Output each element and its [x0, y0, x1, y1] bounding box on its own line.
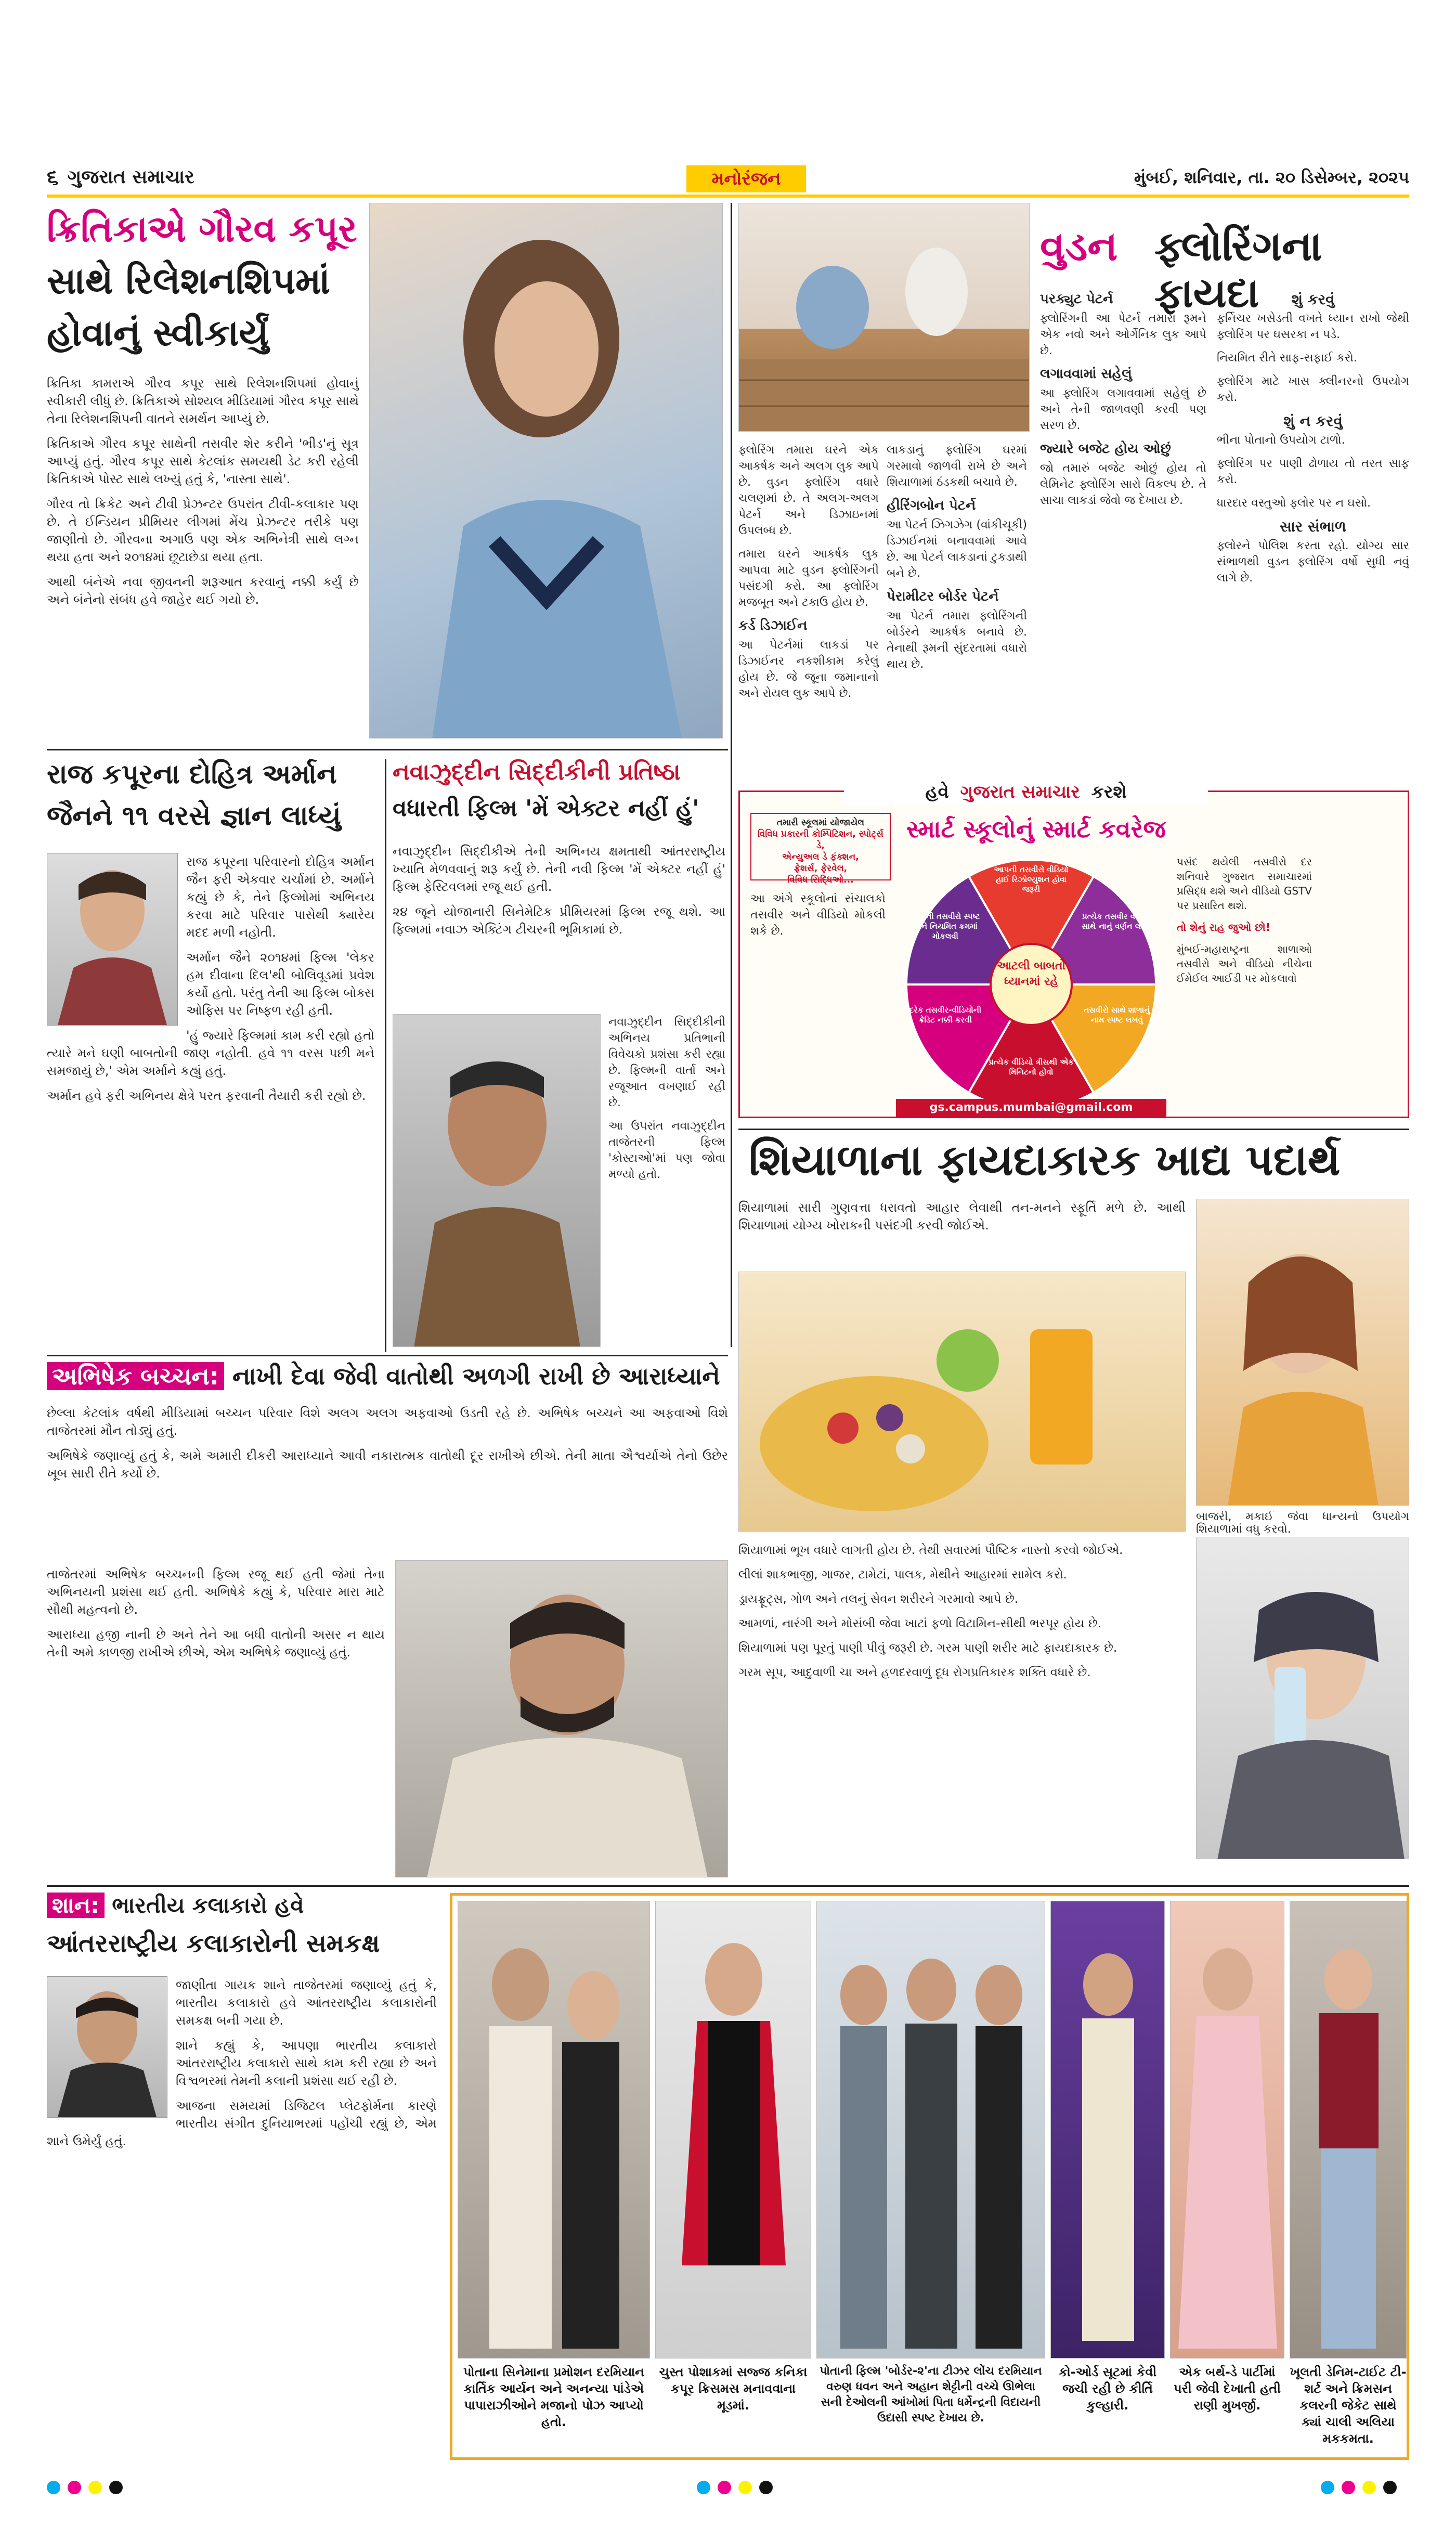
flooring-sub-3-body: આ પેટર્ન તમારા ફ્લોરિંગની બોર્ડરને આકર્ષક બનાવે છે. તેનાથી રૂમની સુંદરતામાં વધારો થાય છે. [887, 610, 1027, 671]
flooring-col-3 [1040, 286, 1206, 780]
page-number: ૬ [47, 165, 59, 189]
kritika-article [47, 203, 723, 744]
shaan-photo [47, 1976, 167, 2118]
registration-marks-left [47, 2481, 130, 2496]
nawaz-headline-1: નવાઝુદ્દીન સિદ્દીકીની પ્રતિષ્ઠા [393, 759, 681, 785]
gstv-banner-suffix: કરશે [1091, 782, 1127, 802]
winter-bullet: આમળાં, નારંગી અને મોસંબી જેવા ખાટાં ફળો વિટામિન-સીથી ભરપૂર હોય છે. [738, 1617, 1101, 1630]
flooring-list-item: ફ્લોરિંગ માટે ખાસ ક્લીનરનો ઉપયોગ કરો. [1217, 375, 1409, 404]
gallery-caption: પોતાના સિનેમાના પ્રમોશન દરમિયાન કાર્તિક આર્યન અને અનન્યા પાંડેએ પાપારાઝીઓને મજાનો પોઝ આપ્યો હતો. [463, 2365, 645, 2429]
gstv-right-para: પસંદ થયેલી તસવીરો દર શનિવારે ગુજરાત સમાચારમાં પ્રસિદ્ધ થશે અને વીડિયો GSTV પર પ્રસારિત થશે. [1177, 856, 1312, 912]
abhishek-para: આરાધ્યા હજી નાની છે અને તેને આ બધી વાતોની અસર ન થાય તેની અમે કાળજી રાખીએ છીએ, એમ અભિષેકે જણાવ્યું હતું. [47, 1627, 385, 1660]
winter-bullet: શિયાળામાં ભૂખ વધારે લાગતી હોય છે. તેથી સવારમાં પૌષ્ટિક નાસ્તો કરવો જોઈએ. [738, 1544, 1123, 1557]
kritika-para: ક્રિતિકા કામરાએ ગૌરવ કપૂર સાથે રિલેશનશિપમાં હોવાનું સ્વીકારી લીધું છે. ક્રિતિકાએ સોશ્યલ મીડિયામાં ગૌરવ કપૂર સાથે તેના રિલેશનશિપની વાતને સમર્થન આપ્યું છે. [47, 376, 359, 426]
shaan-headline-1 [47, 1893, 304, 1918]
shaan-headline-rest: ભારતીય કલાકારો હવે [112, 1893, 304, 1918]
flooring-list-item: ફ્લોરિંગ પર પાણી ઢોળાય તો તરત સાફ કરો. [1217, 457, 1409, 486]
winter-bowl-photo [738, 1272, 1186, 1532]
flooring-col-1 [738, 442, 879, 780]
winter-headline: શિયાળાના ફાયદાકારક ખાદ્ય પદાર્થ [749, 1136, 1341, 1185]
gstv-banner-brand: ગુજરાત સમાચાર [960, 782, 1080, 802]
winter-col-1 [738, 1542, 1186, 1854]
abhishek-photo [395, 1560, 728, 1877]
gallery-caption: ખૂલતી ડેનિમ-ટાઈટ ટી-શર્ટ અને ક્રિમસન કલરની જેકેટ સાથે ક્યાં ચાલી અલિયા મકકમતા. [1290, 2365, 1407, 2446]
page-header [47, 165, 1409, 192]
winter-honey-photo [1196, 1199, 1409, 1506]
gstv-left-box-item: વિવિધ પ્રકારની કોમ્પિટિશન, સ્પોર્ટ્સ ડે, [757, 829, 884, 851]
gstv-email[interactable]: gs.campus.mumbai@gmail.com [929, 1101, 1133, 1114]
nawaz-photo-figure [393, 1015, 601, 1347]
flooring-list-item: ભીના પોતાનો ઉપયોગ ટાળો. [1217, 434, 1345, 447]
shaan-body [47, 1976, 437, 2455]
flooring-sub-1: કર્ડ ડિઝાઈન [738, 618, 808, 633]
winter-water-photo [1196, 1537, 1409, 1859]
gstv-right-highlight: તો શેનું રાહ જુઓ છો! [1177, 921, 1270, 934]
column-divider [385, 759, 386, 1352]
gstv-left-box-item: ફ્રેશર્સ, ફેરવેલ, [794, 863, 848, 874]
nawaz-para: નવાઝુદ્દીન સિદ્દીકીએ તેની અભિનય ક્ષમતાથી આંતરરાષ્ટ્રીય ખ્યાતિ મેળવવાનું શરૂ કર્યું છે. તેની નવી ફિલ્મ 'મેં એક્ટર નહીં હું' ફિલ્મ ફેસ્ટિવલમાં રજૂ થઈ હતી. [393, 844, 725, 894]
gstv-segment-labels [896, 854, 1166, 1115]
gstv-box [738, 782, 1409, 1118]
gallery-photo [1050, 1901, 1165, 2358]
registration-dot [759, 2481, 773, 2494]
registration-dot [68, 2481, 81, 2494]
gallery-photo-figure [817, 1901, 1045, 2358]
gstv-right-body [1177, 854, 1312, 1094]
flooring-sub-4: પરક્યુટ પેટર્ન [1040, 291, 1113, 307]
gstv-segment-label: દરેક તસવીર-વીડિયોની ક્રેડિટ નક્કી કરવી [909, 1005, 982, 1025]
gstv-right-footer: મુંબઈ-મહારાષ્ટ્રના શાળાઓ તસવીરો અને વીડિયો નીચેના ઈમેઈલ આઈડી પર મોકલાવો [1177, 943, 1312, 984]
gstv-banner [844, 779, 1208, 806]
gallery-caption: ચુસ્ત પોશાકમાં સજ્જ કનિકા કપૂર ક્રિસમસ મનાવવાના મૂડમાં. [659, 2365, 808, 2413]
row-divider [47, 1355, 728, 1356]
flooring-para: ફ્લોરિંગ તમારા ઘરને એક આકર્ષક અને અલગ લુક આપે છે. વુડન ફ્લોરિંગ વધારે ચલણમાં છે. તે અલગ-અલગ પેટર્ન અને ડિઝાઇનમાં ઉપલબ્ધ છે. [738, 444, 879, 537]
armaan-article [47, 759, 380, 1357]
flooring-col-2 [887, 442, 1027, 780]
gstv-left-box-title: તમારી સ્કૂલમાં યોજાયેલ [776, 818, 865, 828]
flooring-list-item: ધારદાર વસ્તુઓ ફ્લોર પર ન ઘસો. [1217, 497, 1371, 510]
gallery-photo [655, 1901, 811, 2358]
flooring-photo [738, 203, 1030, 432]
armaan-photo-figure [47, 853, 177, 1025]
row-divider [738, 1129, 1409, 1130]
gallery-caption: એક બર્થ-ડે પાર્ટીમાં પરી જેવી દેખાતી હતી રાણી મુખર્જી. [1173, 2365, 1281, 2413]
registration-dot [1362, 2481, 1376, 2494]
flooring-sub-5: લગાવવામાં સહેલું [1040, 366, 1132, 382]
winter-article [738, 1136, 1409, 1862]
registration-dot [109, 2481, 123, 2494]
abhishek-headline-rest: નાખી દેવા જેવી વાતોથી અળગી રાખી છે આરાધ્યાને [232, 1362, 720, 1390]
armaan-para: અર્માન હવે ફરી અભિનય ક્ષેત્રે પરત ફરવાની તૈયારી કરી રહ્યો છે. [47, 1088, 366, 1103]
kritika-para: ગૌરવ તો ક્રિકેટ અને ટીવી પ્રેઝન્ટર ઉપરાંત ટીવી-કલાકાર પણ છે. તે ઈન્ડિયન પ્રીમિયર લીગમાં મેંચ પ્રેઝન્ટર તરીકે પણ જાણીતો છે. ગૌરવના અગાઉ પણ એક અભિનેત્રી સાથે લગ્ન થયા હતા અને ૨૦૧૪માં છૂટાછેડા થયા હતા. [47, 497, 359, 564]
nawaz-article [393, 759, 725, 1357]
flooring-sub-6: જ્યારે બજેટ હોય ઓછું [1040, 441, 1171, 457]
flooring-photo-figure [739, 203, 1030, 432]
armaan-photo [47, 853, 178, 1026]
nawaz-para: ૨૪ જૂને યોજાનારી સિનેમેટિક પ્રીમિયરમાં ફિલ્મ રજૂ થશે. આ ફિલ્મમાં નવાઝ એક્ટિંગ ટીચરની ભૂમિકામાં છે. [393, 904, 725, 937]
gallery-item [816, 1901, 1045, 2457]
header-rule [47, 195, 1409, 198]
shaan-photo-figure [47, 1977, 167, 2117]
gstv-left-body: આ અંગે સ્કૂલોનાં સંચાલકો તસવીર અને વીડિયો મોકલી શકે છે. [750, 892, 886, 938]
abhishek-para: છેલ્લા કેટલાંક વર્ષથી મીડિયામાં બચ્ચન પરિવાર વિશે અલગ અલગ અફવાઓ ઉડતી રહે છે. અભિષેક બચ્ચને આ અફવાઓ વિશે તાજેતરમાં મૌન તોડ્યું હતું. [47, 1406, 728, 1438]
flooring-article [738, 203, 1409, 785]
armaan-body [47, 853, 374, 1352]
kritika-body [47, 374, 359, 738]
flooring-sub-2: હીરિંગબોન પેટર્ન [887, 498, 976, 513]
abhishek-headline [47, 1363, 720, 1390]
flooring-sub-3: પેરામીટર બોર્ડર પેટર્ન [887, 589, 999, 604]
shaan-headline-label: શાન: [47, 1893, 105, 1918]
armaan-headline-2: જૈનને ૧૧ વરસે જ્ઞાન લાધ્યું [47, 800, 341, 832]
gallery-photo-figure [1290, 1901, 1407, 2358]
flooring-sub-8: શું ન કરવું [1283, 412, 1343, 430]
abhishek-para: તાજેતરમાં અભિષેક બચ્ચનની ફિલ્મ રજૂ થઈ હતી જેમાં તેના અભિનયની પ્રશંસા થઈ હતી. અભિષેકે કહ્યું કે, પરિવાર મારા માટે સૌથી મહત્વનો છે. [47, 1567, 385, 1617]
winter-bullet: ગરમ સૂપ, આદુવાળી ચા અને હળદરવાળું દૂધ રોગપ્રતિકારક શક્તિ વધારે છે. [738, 1666, 1091, 1679]
flooring-headline-2: ફ્લોરિંગના ફાયદા [1154, 223, 1322, 317]
gstv-left-box-item: એન્યુઅલ ડે ફંક્શન, [782, 852, 859, 862]
registration-marks-right [1321, 2481, 1404, 2496]
gallery-item [1050, 1901, 1165, 2457]
gallery-photo [458, 1901, 650, 2358]
column-divider [731, 203, 732, 1347]
gstv-segment-label: પ્રત્યેક તસવીર વીડિયો સાથે નાનું વર્ણન લખવું [1082, 912, 1152, 931]
registration-marks-center [697, 2481, 780, 2496]
flooring-headline-1: વુડન [1040, 223, 1118, 270]
registration-dot [1383, 2481, 1397, 2494]
kritika-para: ક્રિતિકાએ ગૌરવ કપૂર સાથેની તસવીર શેર કરીને 'ભીડ'નું સૂત્ર આપ્યું હતું. ગૌરવ કપૂર સાથે કેટલાંક સમયથી ડેટ કરી રહેલી ક્રિતિકાએ પોસ્ટ સાથે લખ્યું હતું કે, 'નાસ્તા સાથે'. [47, 436, 359, 486]
registration-dot [47, 2481, 60, 2494]
shaan-article [47, 1893, 442, 2460]
gallery-photo [816, 1901, 1045, 2358]
masthead: ગુજરાત સમાચાર [68, 166, 194, 188]
gstv-segment-label: પ્રત્યેક વીડિયો ત્રીસથી એક મિનિટનો હોવો [989, 1057, 1074, 1077]
shaan-para: શાને કહ્યું કે, આપણા ભારતીય કલાકારો આંતરરાષ્ટ્રીય કલાકારો સાથે કામ કરી રહ્યા છે અને વિશ્વભરમાં તેમની કલાની પ્રશંસા થઈ રહી છે. [176, 2038, 437, 2088]
shaan-para: આજના સમયમાં ડિજિટલ પ્લેટફોર્મના કારણે ભારતીય સંગીત દુનિયાભરમાં પહોંચી રહ્યું છે, એમ શાને ઉમેર્યું હતું. [47, 2098, 437, 2148]
winter-side-text: બાજરી, મકાઈ જેવા ધાન્યનો ઉપયોગ શિયાળામાં વધુ કરવો. [1196, 1511, 1409, 1536]
flooring-sub-6-body: જો તમારું બજેટ ઓછું હોય તો લેમિનેટ ફ્લોરિંગ સારો વિકલ્પ છે. તે સાચા લાકડાં જેવો જ દેખાય છે. [1040, 462, 1206, 507]
abhishek-photo-figure [396, 1561, 728, 1877]
gallery-photo-figure [458, 1901, 650, 2358]
gstv-segment-label: તસવીરો સાથે શાળાનું નામ સ્પષ્ટ લખવું [1084, 1005, 1150, 1025]
gallery-item [1170, 1901, 1284, 2457]
gstv-segment-label: આપની તસવીરો વીડિયો હાઈ રિઝોલ્યુશન હોવા જરૂરી [994, 865, 1069, 894]
flooring-sub-4-body: ફ્લોરિંગની આ પેટર્ન તમારા રૂમને એક નવો અને ઓર્ગેનિક લુક આપે છે. [1040, 312, 1206, 357]
winter-bullet: લીલાં શાકભાજી, ગાજર, ટામેટાં, પાલક, મેથીને આહારમાં સામેલ કરો. [738, 1568, 1067, 1582]
nawaz-body-top [393, 843, 725, 1009]
abhishek-body-bottom [47, 1565, 385, 1877]
flooring-para: લાકડાનું ફ્લોરિંગ ઘરમાં ગરમાવો જાળવી રાખે છે અને શિયાળામાં ઠંડકથી બચાવે છે. [887, 444, 1027, 489]
armaan-para: રાજ કપૂરના પરિવારનો દોહિત્ર અર્માન જૈન ફરી એકવાર ચર્ચામાં છે. અર્માને કહ્યું છે કે, તેને ફિલ્મોમાં અભિનય કરવા માટે પરિવાર પાસેથી ક્યારેય મદદ મળી નહોતી. [186, 854, 374, 940]
nawaz-para: નવાઝુદ્દીન સિદ્દીકીની અભિનય પ્રતિભાની વિવેચકો પ્રશંસા કરી રહ્યા છે. ફિલ્મની વાર્તા અને રજૂઆત વખણાઈ રહી છે. [608, 1016, 725, 1109]
registration-dot [1321, 2481, 1334, 2494]
winter-intro: શિયાળામાં સારી ગુણવત્તા ધરાવતો આહાર લેવાથી તન-મનને સ્ફૂર્તિ મળે છે. આથી શિયાળામાં યોગ્ય ખોરાકની પસંદગી કરવી જોઈએ. [738, 1200, 1186, 1233]
registration-dot [88, 2481, 102, 2494]
gallery-photo-figure [1171, 1901, 1284, 2358]
registration-dot [697, 2481, 710, 2494]
kritika-headline-3: હોવાનું સ્વીકાર્યું [47, 312, 269, 354]
gstv-banner-prefix: હવે [925, 782, 949, 802]
kritika-photo-figure [370, 203, 723, 738]
row-divider [47, 1885, 1409, 1887]
shaan-para: જાણીતા ગાયક શાને તાજેતરમાં જણાવ્યું હતું કે, ભારતીય કલાકારો હવે આંતરરાષ્ટ્રીય કલાકારોની સમકક્ષ બની ગયા છે. [176, 1978, 437, 2028]
flooring-para: તમારા ઘરને આકર્ષક લુક આપવા માટે વુડન ફ્લોરિંગની પસંદગી કરો. આ ફ્લોરિંગ મજબૂત અને ટકાઉ હોય છે. [738, 548, 879, 609]
kritika-para: આથી બંનેએ નવા જીવનની શરૂઆત કરવાનું નક્કી કર્યું છે અને બંનેનો સંબંધ હવે જાહેર થઈ ગયો છે. [47, 575, 359, 607]
registration-dot [718, 2481, 731, 2494]
gallery-photo [1290, 1901, 1407, 2358]
gallery-caption: કો-ઓર્ડ સૂટમાં કેવી જચી રહી છે કીર્તિ કુલ્હારી. [1058, 2365, 1157, 2413]
kritika-photo [369, 203, 723, 738]
gallery-item [655, 1901, 811, 2457]
winter-bullet: શિયાળામાં પણ પૂરતું પાણી પીવું જરૂરી છે. ગરમ પાણી શરીર માટે ફાયદાકારક છે. [738, 1641, 1117, 1655]
kritika-headline-1: ક્રિતિકાએ ગૌરવ કપૂર [47, 208, 357, 250]
flooring-list-item: ફર્નિચર ખસેડતી વખતે ધ્યાન રાખો જેથી ફ્લોરિંગ પર ઘસરકા ન પડે. [1217, 312, 1409, 341]
flooring-sub-1-body: આ પેટર્નમાં લાકડાં પર ડિઝાઈનર નકશીકામ કરેલું હોય છે. જે જૂના જમાનાનો અને રોયલ લુક આપે છે. [738, 639, 879, 700]
gallery-photo-figure [1051, 1901, 1165, 2358]
gallery-item [1290, 1901, 1407, 2457]
registration-dot [1342, 2481, 1355, 2494]
winter-water-figure [1197, 1537, 1409, 1859]
winter-bowl-figure [739, 1272, 1186, 1532]
winter-honey-figure [1197, 1199, 1409, 1506]
armaan-headline-1: રાજ કપૂરના દોહિત્ર અર્માન [47, 759, 337, 790]
gallery-item [458, 1901, 650, 2457]
gallery-caption: પોતાની ફિલ્મ 'બોર્ડર-૨'ના ટીઝર લોંચ દરમિયાન વરુણ ધવન અને અહાન શેટ્ટીની વચ્ચે ઊભેલા સની દેઓલની આંખોમાં પિતા ધર્મેન્દ્રની વિદાયની ઉદાસી સ્પષ્ટ દેખાય છે. [820, 2365, 1042, 2425]
abhishek-article [47, 1363, 728, 1883]
gstv-email-bar [896, 1099, 1166, 1117]
photo-gallery [450, 1893, 1409, 2460]
abhishek-body-top [47, 1404, 728, 1560]
page-date: મુંબઈ, શનિવાર, તા. ૨૦ ડિસેમ્બર, ૨૦૨૫ [1134, 167, 1409, 187]
row-divider [47, 749, 728, 750]
flooring-sub-9: સાર સંભાળ [1280, 518, 1346, 535]
abhishek-headline-label: અભિષેક બચ્ચન: [47, 1362, 224, 1390]
flooring-sub-5-body: આ ફ્લોરિંગ લગાવવામાં સહેલું છે અને તેની જાળવણી કરવી પણ સરળ છે. [1040, 387, 1206, 432]
nawaz-body-side [608, 1014, 725, 1347]
gallery-photo [1170, 1901, 1284, 2358]
nawaz-headline-2: વધારતી ફિલ્મ 'મેં એક્ટર નહીં હું' [393, 795, 699, 822]
section-title: મનોરંજન [686, 165, 806, 192]
kritika-headline-2: સાથે રિલેશનશિપમાં [47, 260, 330, 302]
gstv-segment-label: આપની તસવીરો સ્પષ્ટ અને નિયમિત ક્રમમાં મોકલવી [911, 912, 980, 941]
flooring-sub-2-body: આ પેટર્ન ઝિગઝેગ (વાંકીચૂકી) ડિઝાઈનમાં બનાવવામાં આવે છે. આ પેટર્ન લાકડાનાં ટુકડાથી બને છે. [887, 519, 1027, 580]
flooring-sub-9-body: ફ્લોરને પોલિશ કરતા રહો. યોગ્ય સાર સંભાળથી વુડન ફ્લોરિંગ વર્ષો સુધી નવું લાગે છે. [1217, 539, 1409, 585]
gstv-wheel-hub-label: આટલી બાબતો ધ્યાનમાં રહે [996, 960, 1066, 988]
abhishek-para: અભિષેકે જણાવ્યું હતું કે, અમે અમારી દીકરી આરાધ્યાને આવી નકારાત્મક વાતોથી દૂર રાખીએ છીએ. તેની માતા ઐશ્વર્યાએ તેનો ઉછેર ખૂબ સારી રીતે કર્યો છે. [47, 1448, 728, 1481]
gstv-title: સ્માર્ટ સ્કૂલોનું સ્માર્ટ કવરેજ [906, 815, 1166, 843]
flooring-sub-7: શું કરવું [1291, 291, 1335, 308]
gstv-left-box-item: વિવિધ સિદ્ધિઓ... [787, 875, 854, 885]
registration-dot [738, 2481, 752, 2494]
gallery-photo-figure [656, 1901, 811, 2358]
gstv-left-box [750, 813, 891, 885]
flooring-list-item: નિયમિત રીતે સાફ-સફાઈ કરો. [1217, 352, 1357, 365]
nawaz-photo [393, 1014, 601, 1347]
armaan-para: અર્માન જૈને ૨૦૧૪માં ફિલ્મ 'લેકર હમ દીવાના દિલ'થી બોલિવૂડમાં પ્રવેશ કર્યો હતો. પરંતુ તેની આ ફિલ્મ બોક્સ ઓફિસ પર નિષ્ફળ રહી હતી. [186, 950, 374, 1018]
armaan-para: 'હું જ્યારે ફિલ્મમાં કામ કરી રહ્યો હતો ત્યારે મને ઘણી બાબતોની જાણ નહોતી. હવે ૧૧ વરસ પછી મને સમજાયું છે,' એમ અર્માને કહ્યું હતું. [47, 1028, 374, 1078]
winter-bullet: ડ્રાયફ્રૂટ્સ, ગોળ અને તલનું સેવન શરીરને ગરમાવો આપે છે. [738, 1592, 1019, 1606]
nawaz-para: આ ઉપરાંત નવાઝુદ્દીન તાજેતરની ફિલ્મ 'કોસ્ટાઓ'માં પણ જોવા મળ્યો હતો. [608, 1120, 725, 1181]
shaan-headline-2: આંતરરાષ્ટ્રીય કલાકારોની સમકક્ષ [47, 1929, 380, 1958]
